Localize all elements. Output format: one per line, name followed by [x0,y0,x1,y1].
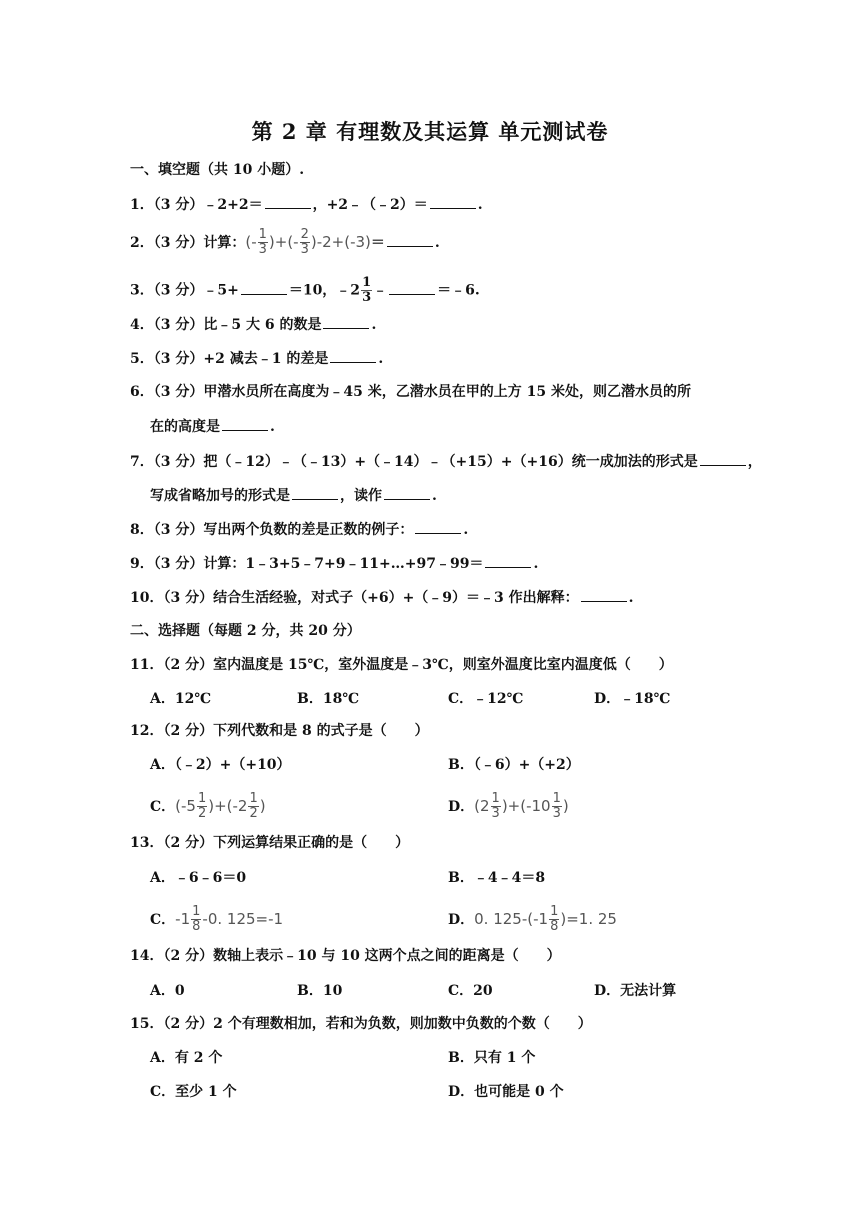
option-c: C．-1 $\frac{1}{8}$ -0. 125=-1 [150,904,284,934]
math-expression: (2 $\frac{1}{3}$ )+(-10 $\frac{1}{3}$ ) [474,791,569,821]
option-c: C．﹣12℃ [448,691,524,707]
question-15: 15．（2 分）2 个有理数相加，若和为负数，则加数中负数的个数（ ） [130,1016,592,1032]
option-d: D．0. 125-(-1 $\frac{1}{8}$ )=1. 25 [448,904,617,934]
option-a: A．（﹣2）+（+10） [150,757,291,773]
option-a: A．﹣6﹣6＝0 [150,870,247,886]
question-13: 13．（2 分）下列运算结果正确的是（ ） [130,835,410,851]
question-4: 4．（3 分）比﹣5 大 6 的数是 . [130,314,376,335]
answer-blank [387,232,433,247]
answer-blank [323,314,369,329]
answer-blank [265,194,311,209]
option-b: B．（﹣6）+（+2） [448,757,580,773]
question-5: 5．（3 分）+2 减去﹣1 的差是 . [130,348,383,369]
section-multiple-choice: 二、选择题（每题 2 分，共 20 分） [130,623,361,639]
question-1: 1．（3 分）﹣2+2＝ ，+2﹣（﹣2）＝ . [130,194,483,215]
answer-blank [241,280,287,295]
answer-blank [330,348,376,363]
question-7-line-2: 写成省略加号的形式是 ，读作 . [150,485,437,506]
option-d: D．也可能是 0 个 [448,1084,564,1100]
option-c: C．(-5 $\frac{1}{2}$ )+(-2 $\frac{1}{2}$ ) [150,791,266,821]
question-9: 9．（3 分）计算：1﹣3+5﹣7+9﹣11+…+97﹣99＝ . [130,553,538,574]
math-expression: (-5 $\frac{1}{2}$ )+(-2 $\frac{1}{2}$ ) [175,791,266,821]
answer-blank [389,280,435,295]
question-6-line-2: 在的高度是 . [150,416,275,437]
option-a: A．0 [150,983,185,999]
math-expression: (- $\frac{1}{3}$ )+(- $\frac{2}{3}$ )-2+(-3) [245,227,371,257]
math-expression: 0. 125-(-1 $\frac{1}{8}$ )=1. 25 [474,904,617,934]
option-b: B．﹣4﹣4＝8 [448,870,546,886]
option-a: A．有 2 个 [150,1050,223,1066]
answer-blank [581,587,627,602]
answer-blank [485,553,531,568]
option-b: B．18℃ [297,691,360,707]
question-11: 11．（2 分）室内温度是 15℃，室外温度是﹣3℃，则室外温度比室内温度低（ ） [130,657,673,673]
question-10: 10．（3 分）结合生活经验，对式子（+6）+（﹣9）＝﹣3 作出解释： . [130,587,634,608]
answer-blank [292,485,338,500]
option-a: A．12℃ [150,691,212,707]
option-d: D．无法计算 [594,983,677,999]
section-fill-in: 一、填空题（共 10 小题）. [130,162,305,178]
question-2: 2．（3 分）计算：(- $\frac{1}{3}$ )+(- $\frac{2}{3}$ )-2+(-3)＝ . [130,227,440,257]
answer-blank [430,194,476,209]
question-12: 12．（2 分）下列代数和是 8 的式子是（ ） [130,723,429,739]
answer-blank [415,519,461,534]
math-expression: -1 $\frac{1}{8}$ -0. 125=-1 [175,904,284,934]
question-14: 14．（2 分）数轴上表示﹣10 与 10 这两个点之间的距离是（ ） [130,948,561,964]
option-b: B．只有 1 个 [448,1050,536,1066]
answer-blank [700,451,746,466]
question-3: 3．（3 分）﹣5+ ＝10，﹣2 $\frac{1}{3}$ ﹣ ＝﹣6. [130,275,480,305]
option-d: D．﹣18℃ [594,691,671,707]
fraction: $\frac{1}{3}$ [362,275,372,305]
option-b: B．10 [297,983,343,999]
option-d: D．(2 $\frac{1}{3}$ )+(-10 $\frac{1}{3}$ ) [448,791,569,821]
page-title: 第 2 章 有理数及其运算 单元测试卷 [251,119,609,144]
answer-blank [384,485,430,500]
question-6-line-1: 6．（3 分）甲潜水员所在高度为﹣45 米，乙潜水员在甲的上方 15 米处，则乙潜水员的所 [130,384,691,400]
option-c: C．至少 1 个 [150,1084,237,1100]
question-8: 8．（3 分）写出两个负数的差是正数的例子： . [130,519,468,540]
option-c: C．20 [448,983,493,999]
question-7-line-1: 7．（3 分）把（﹣12）﹣（﹣13）+（﹣14）﹣（+15）+（+16）统一成加法的形式是 ， [130,451,762,472]
answer-blank [222,416,268,431]
